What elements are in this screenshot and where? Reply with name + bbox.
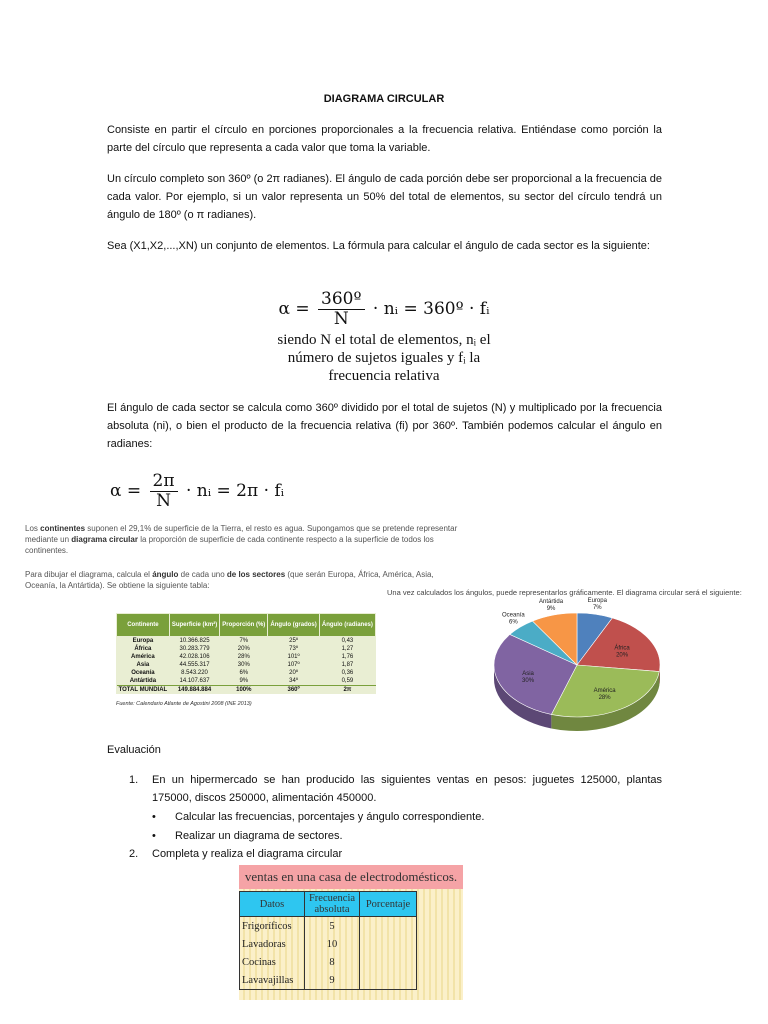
bullet-icon: •: [152, 811, 156, 823]
table-row: [240, 953, 417, 971]
paragraph-set: [107, 237, 662, 255]
text-run-bold: diagrama circular: [71, 535, 138, 544]
formula-degrees: [0, 290, 768, 329]
table-cell: 6%: [239, 670, 249, 676]
table-row: [117, 677, 376, 686]
pie-label: África 20%: [614, 645, 630, 659]
table-cell: 8: [305, 953, 360, 971]
table-row: [117, 637, 376, 646]
pie-label: América 28%: [593, 688, 616, 702]
table-cell: 5: [305, 917, 360, 936]
table-header: Datos: [240, 892, 305, 917]
fraction-numerator: 2π: [150, 472, 178, 492]
formula-note-line: frecuencia relativa: [328, 368, 440, 384]
pie-chart: [490, 598, 710, 745]
fraction-denominator: N: [333, 309, 349, 329]
table-cell: 10.366.825: [179, 638, 210, 644]
pie-label: Oceanía 6%: [502, 612, 525, 626]
table-row: [117, 661, 376, 669]
formula-rhs: · nᵢ = 360º · fᵢ: [372, 299, 490, 319]
table-cell: Lavadoras: [240, 935, 305, 953]
table-cell: 7%: [239, 638, 249, 644]
table-cell: Frigoríficos: [240, 917, 305, 936]
table-cell: 0,36: [341, 670, 354, 676]
table-cell: África: [134, 646, 152, 652]
formula-note-line: siendo N el total de elementos, nᵢ el: [277, 332, 491, 348]
bullet-icon: •: [152, 830, 156, 842]
paragraph-text: Consiste en partir el círculo en porciones proporcionales a la frecuencia relativa. Entiéndase como porción la parte del círculo que representa a cada valor que toma la variable.: [107, 124, 662, 154]
table-cell: Europa: [132, 638, 154, 644]
paragraph-circle: [107, 170, 662, 224]
table-cell: [360, 917, 417, 936]
table-cell: 9%: [239, 678, 249, 684]
pie-label: Asia 30%: [522, 670, 535, 684]
paragraph-text: Un círculo completo son 360º (o 2π radianes). El ángulo de cada porción debe ser proporcional a la frecuencia de cada valor. Por ejemplo, si un valor representa un 50% del total de elementos, su sector del círculo tendrá un ángulo de 180º (o π radianes).: [107, 173, 662, 221]
table-cell: 44.555.317: [179, 662, 210, 668]
table-cell: [360, 935, 417, 953]
text-run: la proporción de superficie de cada continente respecto a la superficie de todos los continentes.: [25, 535, 434, 555]
table-cell: Lavavajillas: [240, 971, 305, 990]
continents-intro: [25, 523, 466, 556]
table-cell: 73º: [289, 646, 299, 652]
list-item-text: En un hipermercado se han producido las siguientes ventas en pesos: juguetes 125000, plantas 175000, discos 250000, alimentación 450000.: [152, 774, 662, 804]
table-cell: 30%: [237, 662, 250, 668]
table-cell: 149.884.884: [169, 686, 219, 695]
table-header: Porcentaje: [360, 892, 417, 917]
table-cell: 25º: [289, 638, 299, 644]
table-row: [117, 653, 376, 661]
table-cell: 14.107.637: [179, 678, 210, 684]
table-row: [240, 917, 417, 936]
table-cell: 101º: [287, 654, 300, 660]
table-cell: 1,87: [341, 662, 354, 668]
text-run: de cada uno: [178, 570, 227, 579]
table-cell: 9: [305, 971, 360, 990]
table-cell: Antártida: [129, 678, 157, 684]
paragraph-text: El ángulo de cada sector se calcula como 360º dividido por el total de sujetos (N) y multiplicado por la frecuencia absoluta (ni), o bien el producto de la frecuencia relativa (fi) por 360º. También podemos calcular el ángulo en radianes:: [107, 402, 662, 450]
paragraph-text: Sea (X1,X2,...,XN) un conjunto de elementos. La fórmula para calcular el ángulo de cada sector es la siguiente:: [107, 240, 650, 252]
table-cell: 360º: [268, 686, 319, 695]
sales-title: ventas en una casa de electrodomésticos.: [239, 865, 463, 889]
table-header: Proporción (%): [220, 614, 268, 637]
table-header: Continente: [117, 614, 170, 637]
table-cell: [360, 953, 417, 971]
table-cell: América: [131, 654, 155, 660]
sales-exercise-image: [239, 865, 463, 1000]
formula-note: [0, 331, 768, 385]
table-cell: Oceanía: [131, 670, 155, 676]
sales-table: [239, 891, 417, 990]
table-cell: 20%: [237, 646, 250, 652]
pie-label: Europa 7%: [587, 598, 607, 612]
table-cell: 10: [305, 935, 360, 953]
table-cell: 42.028.106: [179, 654, 210, 660]
text-run-bold: de los sectores: [226, 570, 286, 579]
formula-note-line: número de sujetos iguales y fᵢ la: [287, 350, 481, 366]
table-cell: TOTAL MUNDIAL: [117, 686, 170, 695]
table-header: Ángulo (grados): [268, 614, 319, 637]
evaluation-title: Evaluación: [107, 744, 161, 756]
text-run: (que serán Europa, África, América, Asia, Oceanía, la Antártida). Se obtiene la siguiente tabla:: [25, 570, 434, 590]
formula-fraction: [150, 472, 178, 511]
table-cell: 1,76: [341, 654, 354, 660]
table-cell: Cocinas: [240, 953, 305, 971]
table-header: Frecuencia absoluta: [305, 892, 360, 917]
table-cell: 2π: [319, 686, 375, 695]
table-cell: 0,43: [341, 638, 354, 644]
pie-label: Antártida 9%: [539, 599, 564, 613]
table-cell: [360, 971, 417, 990]
table-row: [240, 935, 417, 953]
list-bullet-text: Calcular las frecuencias, porcentajes y ángulo correspondiente.: [175, 811, 485, 823]
table-cell: 100%: [220, 686, 268, 695]
fraction-denominator: N: [156, 491, 171, 511]
continents-table: [116, 613, 376, 694]
table-row: [240, 971, 417, 990]
page-title: DIAGRAMA CIRCULAR: [323, 93, 445, 105]
formula-lhs: α =: [110, 481, 142, 501]
paragraph-angle: [107, 399, 662, 453]
table-row: [117, 669, 376, 677]
formula-fraction: [318, 290, 364, 329]
text-run-bold: ángulo: [152, 570, 179, 579]
list-number: 2.: [129, 848, 139, 860]
paragraph-definition: [107, 121, 662, 157]
table-cell: 28%: [237, 654, 250, 660]
formula-lhs: α =: [278, 299, 310, 319]
list-number: 1.: [129, 774, 139, 786]
fraction-numerator: 360º: [318, 290, 364, 310]
text-run: Los: [25, 524, 41, 533]
table-cell: 34º: [289, 678, 299, 684]
table-cell: 0,59: [341, 678, 354, 684]
list-item-text: Completa y realiza el diagrama circular: [152, 848, 343, 860]
table-cell: 30.283.779: [179, 646, 210, 652]
formula-radians: [110, 472, 284, 511]
table-row: [117, 645, 376, 653]
table-cell: 8.543.220: [181, 670, 208, 676]
table-cell: Asia: [136, 662, 150, 668]
table-header: Ángulo (radianes): [319, 614, 375, 637]
text-run-bold: continentes: [40, 524, 86, 533]
text-run: suponen el 29,1% de superficie de la Tierra, el resto es agua. Supongamos que se pretende representar mediante un: [25, 524, 458, 544]
table-cell: 107º: [287, 662, 300, 668]
table-total-row: [117, 686, 376, 695]
table-cell: 20º: [289, 670, 299, 676]
table-header: Superficie (km²): [169, 614, 219, 637]
chart-caption: Una vez calculados los ángulos, puede representarlos gráficamente. El diagrama circular será el siguiente:: [387, 588, 742, 597]
table-source: Fuente: Calendario Atlante de Agostini 2008 (INE 2013): [116, 701, 252, 707]
text-run: Para dibujar el diagrama, calcula el: [25, 570, 153, 579]
list-bullet-text: Realizar un diagrama de sectores.: [175, 830, 343, 842]
formula-rhs: · nᵢ = 2π · fᵢ: [185, 481, 285, 501]
table-cell: 1,27: [341, 646, 354, 652]
